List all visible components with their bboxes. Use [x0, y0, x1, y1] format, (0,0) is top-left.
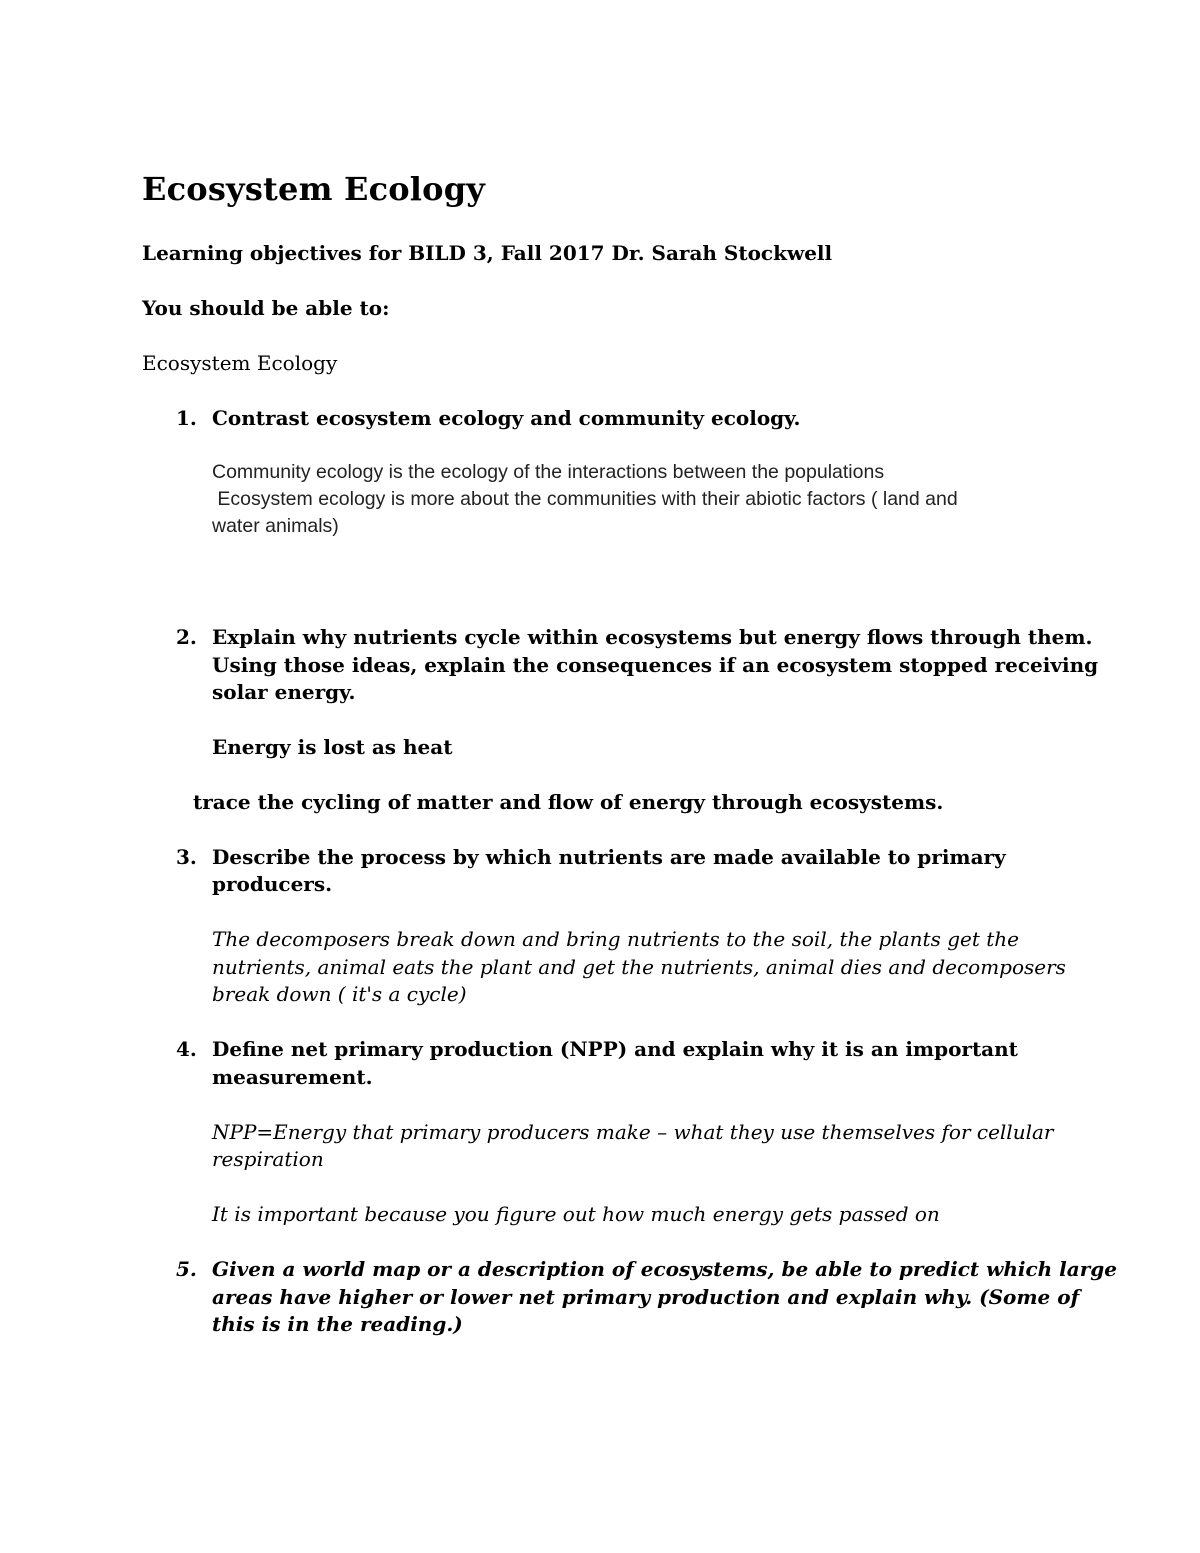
answer-line: water animals)	[212, 515, 339, 537]
section-heading: Ecosystem Ecology	[142, 351, 338, 375]
question-line: producers.	[212, 872, 333, 896]
objective-line: trace the cycling of matter and flow of energy through ecosystems.	[193, 790, 944, 814]
item-number: 4.	[176, 1037, 197, 1061]
item-number: 2.	[176, 625, 197, 649]
question-line: Describe the process by which nutrients are made available to primary	[212, 845, 1006, 869]
intro-text: You should be able to:	[142, 296, 390, 320]
question-line: Explain why nutrients cycle within ecosystems but energy flows through them.	[212, 625, 1093, 649]
answer-line: respiration	[212, 1147, 324, 1171]
answer-line: Energy is lost as heat	[212, 735, 453, 759]
question-line: solar energy.	[212, 680, 356, 704]
page-title: Ecosystem Ecology	[142, 170, 486, 208]
answer-line: The decomposers break down and bring nutrients to the soil, the plants get the	[212, 927, 1020, 951]
answer-line: NPP=Energy that primary producers make – what they use themselves for cellular	[212, 1120, 1054, 1144]
question-line: Define net primary production (NPP) and explain why it is an important	[212, 1037, 1018, 1061]
item-number: 3.	[176, 845, 197, 869]
course-subtitle: Learning objectives for BILD 3, Fall 2017 Dr. Sarah Stockwell	[142, 241, 833, 265]
question-line: this is in the reading.)	[212, 1312, 463, 1336]
question-line: Contrast ecosystem ecology and community ecology.	[212, 406, 801, 430]
question-line: measurement.	[212, 1065, 373, 1089]
answer-line: break down ( it's a cycle)	[212, 982, 467, 1006]
answer-line: Ecosystem ecology is more about the communities with their abiotic factors ( land and	[212, 488, 958, 510]
question-line: areas have higher or lower net primary production and explain why. (Some of	[212, 1285, 1080, 1309]
question-line: Using those ideas, explain the consequences if an ecosystem stopped receiving	[212, 653, 1099, 677]
item-number: 5.	[176, 1257, 197, 1281]
answer-line: Community ecology is the ecology of the interactions between the populations	[212, 461, 885, 483]
answer-line: It is important because you figure out how much energy gets passed on	[212, 1202, 940, 1226]
answer-line: nutrients, animal eats the plant and get the nutrients, animal dies and decomposers	[212, 955, 1066, 979]
question-line: Given a world map or a description of ecosystems, be able to predict which large	[212, 1257, 1117, 1281]
item-number: 1.	[176, 406, 197, 430]
